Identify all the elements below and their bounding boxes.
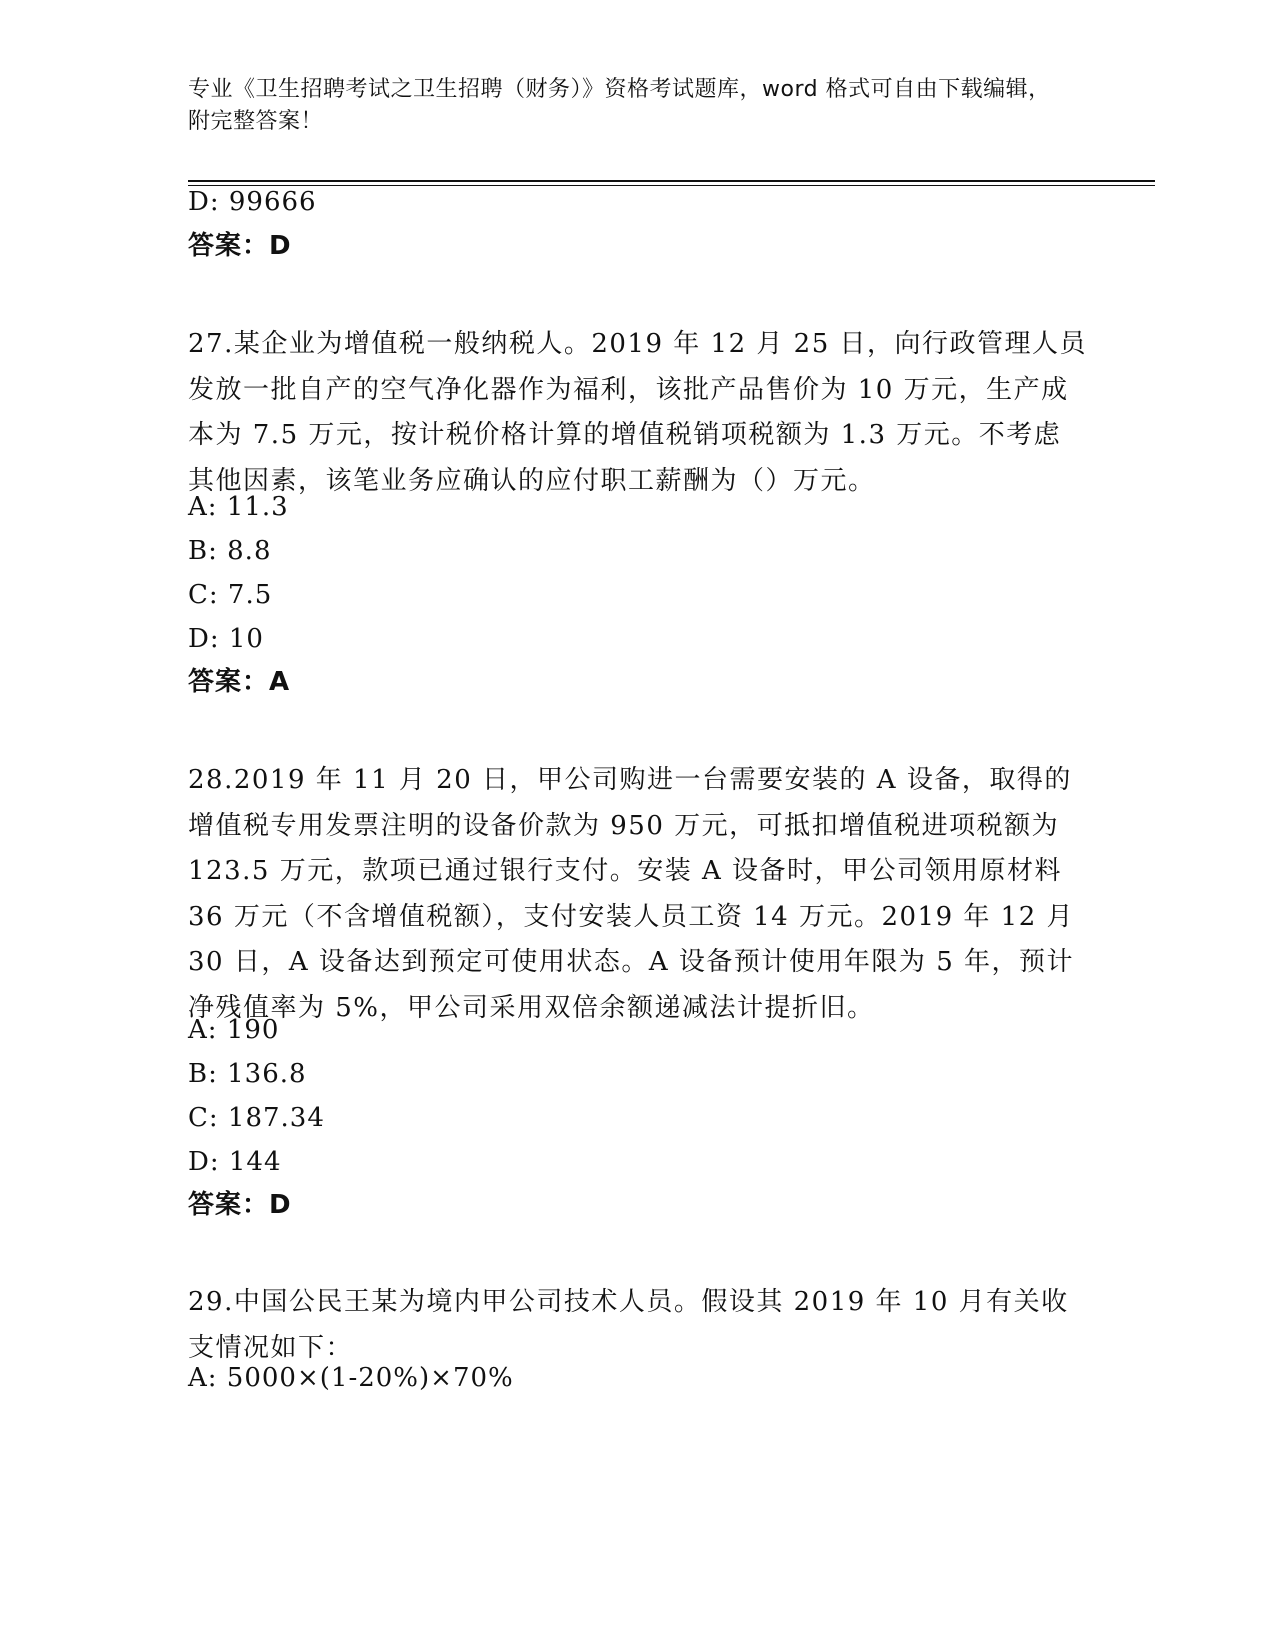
prev-option-d: D: 99666 [188,187,317,217]
q27-option-c: C: 7.5 [188,580,273,610]
q28-stem: 28.2019 年 11 月 20 日，甲公司购进一台需要安装的 A 设备，取得的增值税专用发票注明的设备价款为 950 万元，可抵扣增值税进项税额为 123.5 万元，款项已通过银行支付。安装 A 设备时，甲公司领用原材料 36 万元（不含增值税额），支付安装人员工资 14 万元。2019 年 12 月 30 日，A 设备达到预定可使用状态。A 设备预计使用年限为 5 年，预计净残值率为 5%，甲公司采用双倍余额递减法计提折旧。 [188,765,1075,1023]
q29-option-a: A: 5000×(1-20%)×70% [188,1363,514,1393]
q28-option-d: D: 144 [188,1147,282,1177]
q27-stem: 27.某企业为增值税一般纳税人。2019 年 12 月 25 日，向行政管理人员发放一批自产的空气净化器作为福利，该批产品售价为 10 万元，生产成本为 7.5 万元，按计税价格计算的增值税销项税额为 1.3 万元。不考虑其他因素，该笔业务应确认的应付职工薪酬为（）万元。 [188,329,1088,496]
q27-option-b: B: 8.8 [188,536,272,566]
q27-option-d: D: 10 [188,624,264,654]
q27-answer: 答案：A [188,667,291,697]
prev-answer: 答案：D [188,231,292,261]
q28-option-b: B: 136.8 [188,1059,307,1089]
page-header: 专业《卫生招聘考试之卫生招聘（财务）》资格考试题库，word 格式可自由下载编辑，附完整答案！ [188,77,1051,134]
q28-answer: 答案：D [188,1190,292,1220]
header-divider [188,180,1155,182]
header-divider-thin [188,185,1155,186]
q29-stem: 29.中国公民王某为境内甲公司技术人员。假设其 2019 年 10 月有关收支情况如下： [188,1287,1069,1363]
q28-option-a: A: 190 [188,1015,280,1045]
q28-option-c: C: 187.34 [188,1103,325,1133]
q27-option-a: A: 11.3 [188,492,289,522]
